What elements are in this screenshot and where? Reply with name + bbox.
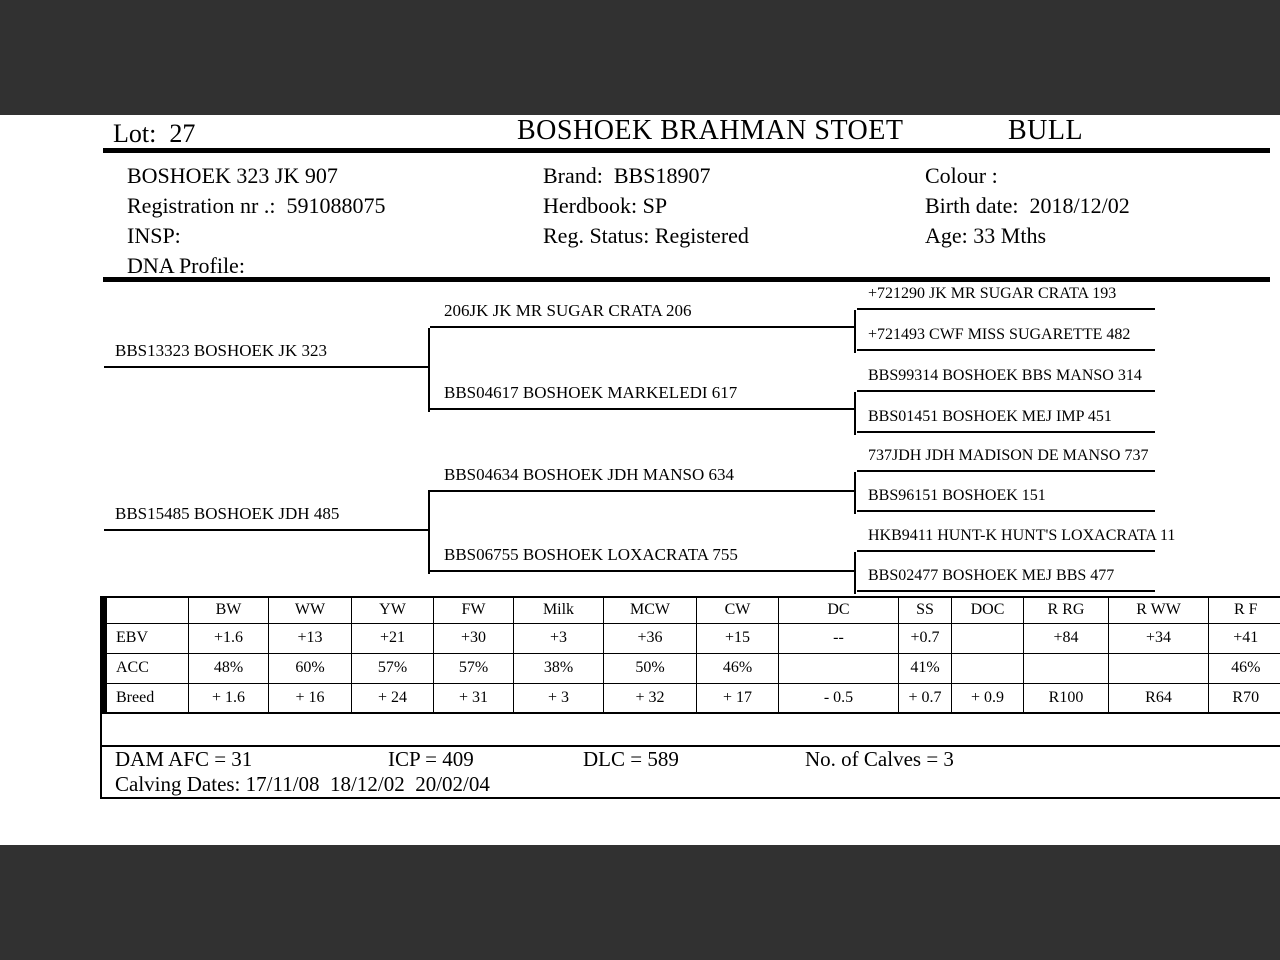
col-header: BW bbox=[189, 597, 269, 623]
pedigree-name: +721290 JK MR SUGAR CRATA 193 bbox=[868, 285, 1117, 302]
table-cell: +15 bbox=[697, 623, 779, 653]
birth-date-field: Birth date: 2018/12/02 bbox=[925, 193, 1130, 218]
table-cell: R64 bbox=[1109, 683, 1209, 713]
table-cell bbox=[779, 653, 899, 683]
animal-name: BOSHOEK 323 JK 907 bbox=[127, 163, 338, 188]
pedigree-great-grandparent-6 bbox=[857, 482, 1155, 512]
age-field: Age: 33 Mths bbox=[925, 223, 1046, 248]
pedigree-connector bbox=[428, 490, 430, 574]
table-cell: 41% bbox=[899, 653, 952, 683]
lot-number: Lot: 27 bbox=[113, 119, 196, 148]
col-header: YW bbox=[352, 597, 434, 623]
dam-afc-field: DAM AFC = 31 bbox=[115, 747, 253, 771]
col-header: Milk bbox=[514, 597, 604, 623]
insp-field: INSP: bbox=[127, 223, 181, 248]
ebv-row bbox=[104, 623, 1280, 653]
table-cell: 46% bbox=[697, 653, 779, 683]
ebv-table bbox=[100, 596, 1280, 714]
dna-profile-field: DNA Profile: bbox=[127, 253, 245, 278]
pedigree-name: BBS15485 BOSHOEK JDH 485 bbox=[115, 504, 340, 523]
table-cell: + 3 bbox=[514, 683, 604, 713]
col-header: R WW bbox=[1109, 597, 1209, 623]
pedigree-name: BBS96151 BOSHOEK 151 bbox=[868, 487, 1046, 504]
breed-row bbox=[104, 683, 1280, 713]
pedigree-name: +721493 CWF MISS SUGARETTE 482 bbox=[868, 326, 1131, 343]
table-cell: + 16 bbox=[269, 683, 352, 713]
pedigree-great-grandparent-1 bbox=[857, 280, 1155, 310]
pedigree-dams-dam bbox=[430, 542, 855, 572]
table-cell: +3 bbox=[514, 623, 604, 653]
col-header: FW bbox=[434, 597, 514, 623]
pedigree-connector bbox=[854, 552, 856, 594]
footer-left-border bbox=[100, 713, 102, 799]
footer-bottom-rule bbox=[100, 797, 1280, 799]
pedigree-name: BBS04617 BOSHOEK MARKELEDI 617 bbox=[444, 383, 738, 402]
pedigree-connector bbox=[854, 392, 856, 435]
table-cell: 57% bbox=[352, 653, 434, 683]
reg-status-field: Reg. Status: Registered bbox=[543, 223, 749, 248]
table-cell: +34 bbox=[1109, 623, 1209, 653]
info-column-right bbox=[925, 161, 1130, 251]
pedigree-name: BBS02477 BOSHOEK MEJ BBS 477 bbox=[868, 567, 1115, 584]
acc-row bbox=[104, 653, 1280, 683]
table-cell: + 31 bbox=[434, 683, 514, 713]
table-cell: +1.6 bbox=[189, 623, 269, 653]
table-cell bbox=[1024, 653, 1109, 683]
icp-field: ICP = 409 bbox=[388, 747, 474, 771]
table-cell bbox=[1109, 653, 1209, 683]
registration-number: Registration nr .: 591088075 bbox=[127, 193, 386, 218]
pedigree-sires-sire bbox=[430, 298, 855, 328]
pedigree-name: BBS13323 BOSHOEK JK 323 bbox=[115, 341, 328, 360]
col-header: WW bbox=[269, 597, 352, 623]
colour-field: Colour : bbox=[925, 163, 998, 188]
pedigree-connector bbox=[854, 310, 856, 353]
table-cell: +30 bbox=[434, 623, 514, 653]
table-cell: +13 bbox=[269, 623, 352, 653]
table-cell: +84 bbox=[1024, 623, 1109, 653]
info-column-left bbox=[127, 161, 385, 281]
pedigree-great-grandparent-5 bbox=[857, 442, 1155, 472]
table-cell: + 0.9 bbox=[952, 683, 1024, 713]
pedigree-great-grandparent-2 bbox=[857, 321, 1155, 351]
dlc-field: DLC = 589 bbox=[583, 747, 679, 771]
row-label: EBV bbox=[104, 623, 189, 653]
herdbook-field: Herdbook: SP bbox=[543, 193, 668, 218]
table-cell bbox=[952, 653, 1024, 683]
table-cell: 48% bbox=[189, 653, 269, 683]
table-cell: R100 bbox=[1024, 683, 1109, 713]
table-cell: +21 bbox=[352, 623, 434, 653]
table-cell: + 32 bbox=[604, 683, 697, 713]
pedigree-sires-dam bbox=[430, 380, 855, 410]
table-cell: R70 bbox=[1209, 683, 1280, 713]
pedigree-great-grandparent-7 bbox=[857, 522, 1176, 552]
brand-field: Brand: BBS18907 bbox=[543, 163, 711, 188]
pedigree-sire bbox=[104, 338, 430, 368]
page-title: BOSHOEK BRAHMAN STOET bbox=[517, 115, 904, 146]
table-cell: 60% bbox=[269, 653, 352, 683]
pedigree-name: BBS99314 BOSHOEK BBS MANSO 314 bbox=[868, 367, 1142, 384]
pedigree-name: 737JDH JDH MADISON DE MANSO 737 bbox=[868, 447, 1149, 464]
info-column-middle bbox=[543, 161, 749, 251]
pedigree-great-grandparent-4 bbox=[857, 403, 1155, 433]
col-header: R RG bbox=[1024, 597, 1109, 623]
pedigree-name: 206JK JK MR SUGAR CRATA 206 bbox=[444, 301, 692, 320]
pedigree-name: HKB9411 HUNT-K HUNT'S LOXACRATA 11 bbox=[868, 527, 1176, 544]
pedigree-dam bbox=[104, 501, 430, 531]
pedigree-connector bbox=[854, 472, 856, 514]
row-label: ACC bbox=[104, 653, 189, 683]
pedigree-dams-sire bbox=[430, 462, 855, 492]
calving-dates-field: Calving Dates: 17/11/08 18/12/02 20/02/04 bbox=[115, 772, 490, 796]
col-header bbox=[104, 597, 189, 623]
calves-count-field: No. of Calves = 3 bbox=[805, 747, 954, 771]
table-cell: 57% bbox=[434, 653, 514, 683]
table-cell: 46% bbox=[1209, 653, 1280, 683]
table-cell: + 17 bbox=[697, 683, 779, 713]
table-cell: -- bbox=[779, 623, 899, 653]
pedigree-name: BBS01451 BOSHOEK MEJ IMP 451 bbox=[868, 408, 1112, 425]
col-header: DOC bbox=[952, 597, 1024, 623]
table-cell: +0.7 bbox=[899, 623, 952, 653]
pedigree-great-grandparent-8 bbox=[857, 562, 1155, 592]
table-cell: + 24 bbox=[352, 683, 434, 713]
footer-top-rule bbox=[100, 745, 1280, 747]
table-cell: + 0.7 bbox=[899, 683, 952, 713]
pedigree-name: BBS06755 BOSHOEK LOXACRATA 755 bbox=[444, 545, 738, 564]
table-header-row bbox=[104, 597, 1280, 623]
col-header: CW bbox=[697, 597, 779, 623]
table-cell: 38% bbox=[514, 653, 604, 683]
col-header: MCW bbox=[604, 597, 697, 623]
col-header: DC bbox=[779, 597, 899, 623]
table-cell bbox=[952, 623, 1024, 653]
table-cell: 50% bbox=[604, 653, 697, 683]
col-header: R F bbox=[1209, 597, 1280, 623]
table-cell: +41 bbox=[1209, 623, 1280, 653]
pedigree-connector bbox=[428, 328, 430, 412]
table-cell: - 0.5 bbox=[779, 683, 899, 713]
table-cell: + 1.6 bbox=[189, 683, 269, 713]
col-header: SS bbox=[899, 597, 952, 623]
divider-rule-top bbox=[103, 148, 1270, 153]
pedigree-name: BBS04634 BOSHOEK JDH MANSO 634 bbox=[444, 465, 734, 484]
row-label: Breed bbox=[104, 683, 189, 713]
table-cell: +36 bbox=[604, 623, 697, 653]
pedigree-great-grandparent-3 bbox=[857, 362, 1155, 392]
animal-category-label: BULL bbox=[1008, 115, 1084, 146]
